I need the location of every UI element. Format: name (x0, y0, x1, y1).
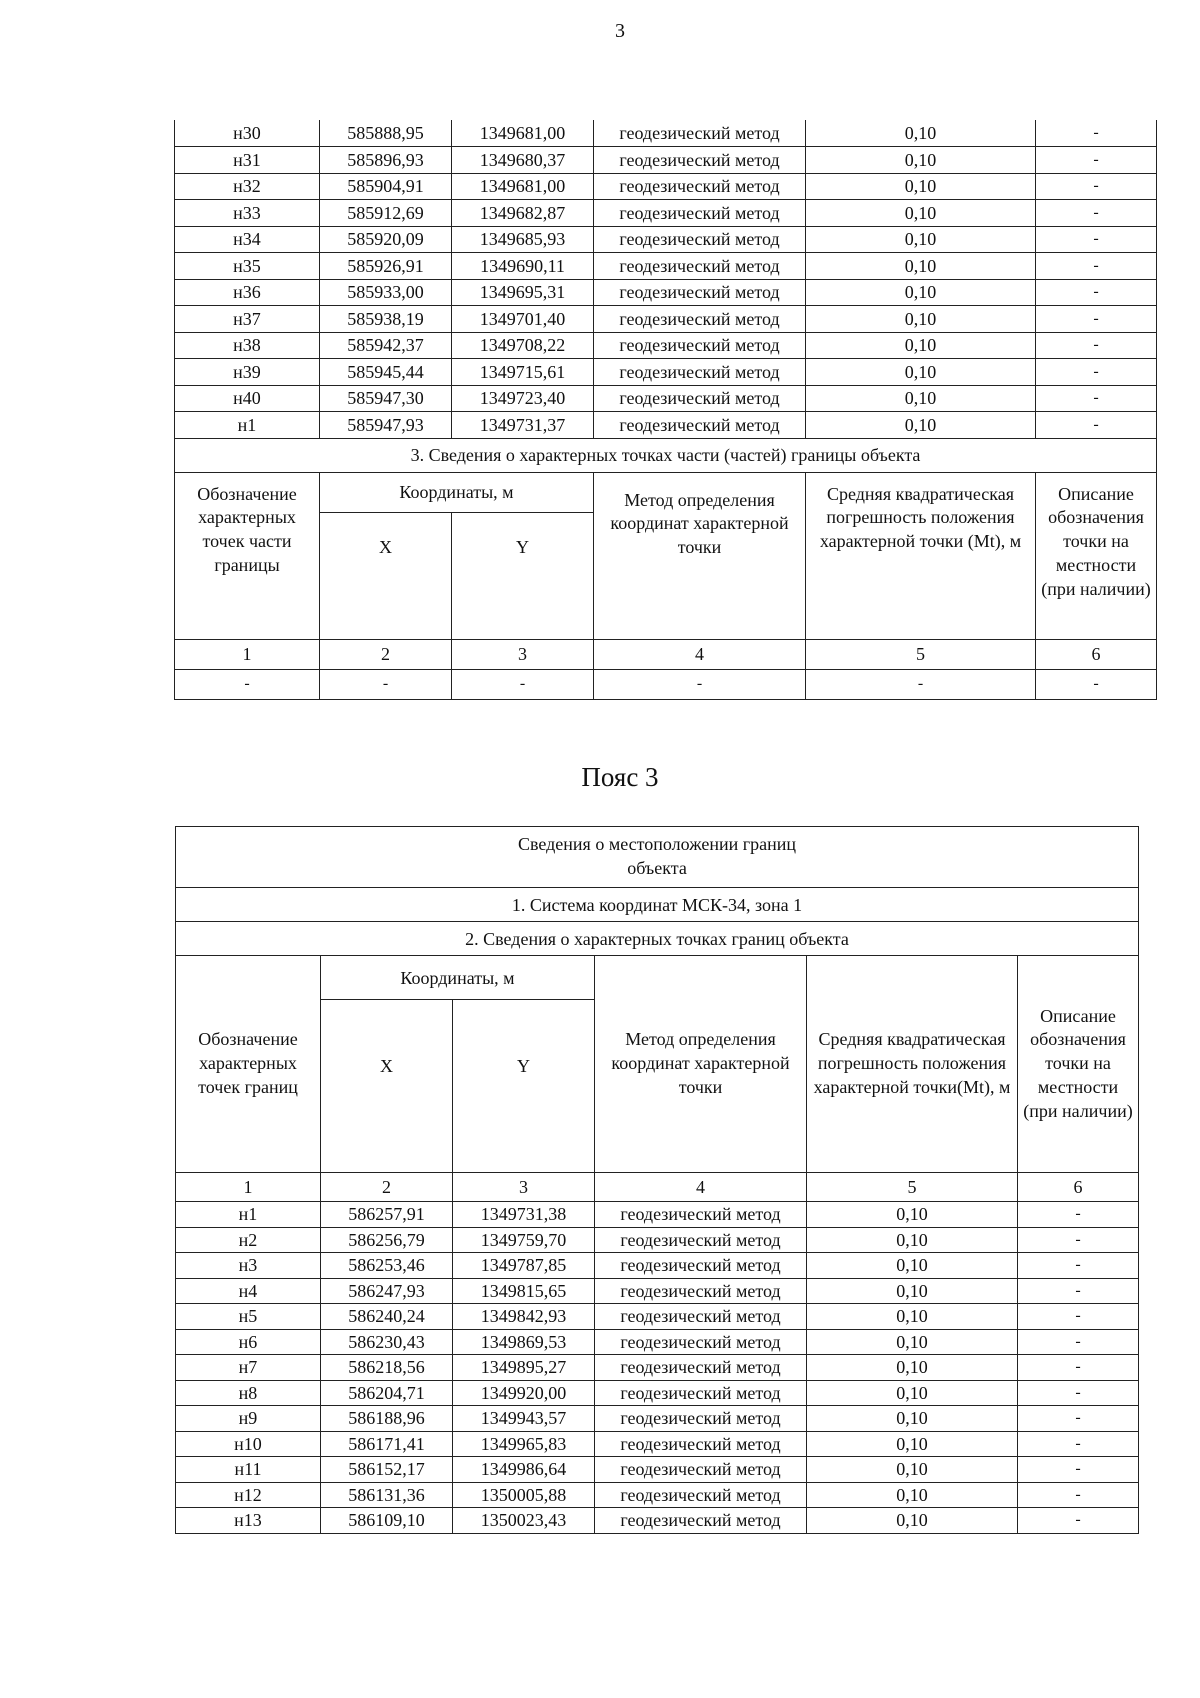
belt-heading: Пояс 3 (581, 762, 659, 792)
table-cell: - (1036, 412, 1157, 439)
table-cell: 586230,43 (321, 1329, 453, 1355)
table-cell: н37 (175, 306, 320, 333)
column-number: 4 (595, 1173, 807, 1202)
table-cell: геодезический метод (595, 1482, 807, 1508)
section3-column-number: 2 (320, 639, 452, 669)
table-cell: геодезический метод (594, 253, 806, 280)
table-cell: 0,10 (806, 306, 1036, 333)
table-cell: 1349681,00 (452, 120, 594, 147)
table-cell: н33 (175, 200, 320, 227)
table-cell: 585896,93 (320, 147, 452, 174)
column-number: 2 (321, 1173, 453, 1202)
table-row (176, 1253, 1139, 1279)
table-cell: 0,10 (806, 385, 1036, 412)
table-row (175, 253, 1157, 280)
table-row (176, 1457, 1139, 1483)
table-cell: 585947,30 (320, 385, 452, 412)
section3-column-number: 1 (175, 639, 320, 669)
table-cell: 1349731,38 (453, 1202, 595, 1228)
table-cell: 1349759,70 (453, 1227, 595, 1253)
table-cell: - (1018, 1329, 1139, 1355)
table-cell: 0,10 (806, 412, 1036, 439)
table-cell: н11 (176, 1457, 321, 1483)
table-row (176, 1355, 1139, 1381)
table-cell: 0,10 (806, 332, 1036, 359)
table-cell: 0,10 (807, 1278, 1018, 1304)
table-cell: геодезический метод (594, 120, 806, 147)
table-row (175, 412, 1157, 439)
table-cell: - (1018, 1355, 1139, 1381)
table-cell: 0,10 (807, 1380, 1018, 1406)
table-cell: 1349986,64 (453, 1457, 595, 1483)
section3-designation-header: Обозначение характерных точек части границы (175, 472, 320, 639)
table-row (176, 1431, 1139, 1457)
table-cell: - (1018, 1508, 1139, 1534)
section3-empty-cell: - (594, 669, 806, 699)
table-cell: 585933,00 (320, 279, 452, 306)
table-cell: н7 (176, 1355, 321, 1381)
table-cell: геодезический метод (594, 412, 806, 439)
section3-column-numbers (175, 639, 1157, 669)
table-row (175, 306, 1157, 333)
table-cell: 0,10 (806, 200, 1036, 227)
table-row (175, 226, 1157, 253)
table-cell: н1 (175, 412, 320, 439)
table-cell: 1349708,22 (452, 332, 594, 359)
table-cell: 1349723,40 (452, 385, 594, 412)
table-cell: геодезический метод (594, 332, 806, 359)
table-cell: н40 (175, 385, 320, 412)
table-row (175, 147, 1157, 174)
section3-empty-row (175, 669, 1157, 699)
table-row (176, 1380, 1139, 1406)
table-row (175, 385, 1157, 412)
table-row (175, 332, 1157, 359)
table-cell: - (1018, 1202, 1139, 1228)
table-row (175, 359, 1157, 386)
table-cell: - (1036, 120, 1157, 147)
table-cell: н8 (176, 1380, 321, 1406)
table-cell: 585947,93 (320, 412, 452, 439)
x-header: X (321, 1000, 453, 1173)
table-cell: н34 (175, 226, 320, 253)
column-number: 1 (176, 1173, 321, 1202)
section2-title: 2. Сведения о характерных точках границ объекта (176, 922, 1139, 956)
table-cell: геодезический метод (595, 1227, 807, 1253)
table-cell: 0,10 (807, 1304, 1018, 1330)
table-cell: 0,10 (807, 1355, 1018, 1381)
table-cell: 585920,09 (320, 226, 452, 253)
table-cell: н35 (175, 253, 320, 280)
table-cell: геодезический метод (595, 1304, 807, 1330)
table-cell: - (1018, 1380, 1139, 1406)
table-cell: н5 (176, 1304, 321, 1330)
table-cell: н12 (176, 1482, 321, 1508)
section3-y-header: Y (452, 512, 594, 639)
table-cell: - (1036, 253, 1157, 280)
table-cell: - (1018, 1278, 1139, 1304)
table-cell: геодезический метод (595, 1380, 807, 1406)
table-cell: 585888,95 (320, 120, 452, 147)
table-cell: 0,10 (807, 1406, 1018, 1432)
column-numbers (176, 1173, 1139, 1202)
table-cell: 1350023,43 (453, 1508, 595, 1534)
section3-column-number: 4 (594, 639, 806, 669)
table-cell: - (1036, 332, 1157, 359)
section3-column-number: 6 (1036, 639, 1157, 669)
table-cell: геодезический метод (594, 385, 806, 412)
table-cell: - (1018, 1253, 1139, 1279)
table-cell: 0,10 (806, 120, 1036, 147)
belt3-points-table (175, 826, 1139, 1534)
table-cell: 1349731,37 (452, 412, 594, 439)
table-cell: - (1036, 359, 1157, 386)
table-cell: 1349787,85 (453, 1253, 595, 1279)
table-cell: н32 (175, 173, 320, 200)
table-cell: геодезический метод (595, 1431, 807, 1457)
designation-header: Обозначение характерных точек границ (176, 956, 321, 1173)
table-cell: 1349895,27 (453, 1355, 595, 1381)
table-cell: 0,10 (806, 279, 1036, 306)
table-cell: 0,10 (806, 253, 1036, 280)
table-cell: 1349685,93 (452, 226, 594, 253)
section3-coords-header: Координаты, м (320, 472, 594, 512)
table-cell: 1349943,57 (453, 1406, 595, 1432)
table-row (175, 200, 1157, 227)
table-cell: 1349869,53 (453, 1329, 595, 1355)
table-cell: геодезический метод (594, 359, 806, 386)
section3-empty-cell: - (1036, 669, 1157, 699)
table-cell: - (1036, 200, 1157, 227)
table-row (176, 1482, 1139, 1508)
section3-error-header: Средняя квадратическая погрешность положения характерной точки (Mt), м (806, 472, 1036, 639)
table-cell: 586109,10 (321, 1508, 453, 1534)
table-cell: 0,10 (807, 1202, 1018, 1228)
continuation-points-body (175, 120, 1157, 438)
table-cell: геодезический метод (595, 1508, 807, 1534)
table-cell: - (1018, 1406, 1139, 1432)
table-cell: геодезический метод (594, 173, 806, 200)
column-number: 5 (807, 1173, 1018, 1202)
table-cell: геодезический метод (594, 200, 806, 227)
table-cell: геодезический метод (594, 306, 806, 333)
table-cell: - (1036, 226, 1157, 253)
section3-column-number: 5 (806, 639, 1036, 669)
table-cell: н31 (175, 147, 320, 174)
table-row (176, 1202, 1139, 1228)
table-cell: геодезический метод (595, 1202, 807, 1228)
table-cell: 0,10 (807, 1457, 1018, 1483)
table-cell: 586256,79 (321, 1227, 453, 1253)
belt3-points-body (176, 1202, 1139, 1534)
table-cell: 585904,91 (320, 173, 452, 200)
table-cell: н39 (175, 359, 320, 386)
table-cell: н38 (175, 332, 320, 359)
table-cell: - (1018, 1431, 1139, 1457)
belt3-header-block (176, 827, 1139, 1202)
table-row (175, 173, 1157, 200)
table-cell: 585912,69 (320, 200, 452, 227)
table-cell: 586247,93 (321, 1278, 453, 1304)
section3-description-header: Описание обозначения точки на местности (при наличии) (1036, 472, 1157, 639)
table-cell: - (1036, 279, 1157, 306)
table-cell: 1349842,93 (453, 1304, 595, 1330)
section3-empty-cell: - (806, 669, 1036, 699)
coords-header: Координаты, м (321, 956, 595, 1000)
table-cell: - (1018, 1227, 1139, 1253)
table-cell: 586171,41 (321, 1431, 453, 1457)
section3-method-header: Метод определения координат характерной точки (594, 472, 806, 639)
section3-empty-cell: - (320, 669, 452, 699)
table-cell: н3 (176, 1253, 321, 1279)
table-cell: н36 (175, 279, 320, 306)
table-cell: 0,10 (806, 173, 1036, 200)
table-cell: геодезический метод (595, 1329, 807, 1355)
table-cell: н13 (176, 1508, 321, 1534)
table-cell: 1349701,40 (452, 306, 594, 333)
method-header: Метод определения координат характерной точки (595, 956, 807, 1173)
section3-title: 3. Сведения о характерных точках части (частей) границы объекта (175, 438, 1157, 472)
table-cell: 586218,56 (321, 1355, 453, 1381)
table-cell: 586240,24 (321, 1304, 453, 1330)
table-row (176, 1304, 1139, 1330)
column-number: 3 (453, 1173, 595, 1202)
table-cell: геодезический метод (595, 1253, 807, 1279)
table-cell: 1349815,65 (453, 1278, 595, 1304)
table-cell: 0,10 (807, 1329, 1018, 1355)
table-cell: 0,10 (807, 1431, 1018, 1457)
table-cell: 1349920,00 (453, 1380, 595, 1406)
table-cell: геодезический метод (595, 1457, 807, 1483)
table-cell: геодезический метод (595, 1355, 807, 1381)
table-cell: 0,10 (807, 1508, 1018, 1534)
table-cell: - (1036, 147, 1157, 174)
section3-empty-cell: - (175, 669, 320, 699)
table-cell: 1349965,83 (453, 1431, 595, 1457)
table-cell: - (1018, 1457, 1139, 1483)
section3-block (175, 438, 1157, 699)
table-cell: н10 (176, 1431, 321, 1457)
table-cell: 586152,17 (321, 1457, 453, 1483)
table-cell: 585938,19 (320, 306, 452, 333)
table-cell: 1349681,00 (452, 173, 594, 200)
table-cell: геодезический метод (594, 147, 806, 174)
table-cell: 0,10 (806, 147, 1036, 174)
table-cell: н4 (176, 1278, 321, 1304)
column-number: 6 (1018, 1173, 1139, 1202)
table-cell: 1349682,87 (452, 200, 594, 227)
table-row (176, 1406, 1139, 1432)
table-cell: н9 (176, 1406, 321, 1432)
table-cell: геодезический метод (594, 279, 806, 306)
table-cell: 1349690,11 (452, 253, 594, 280)
table-cell: 0,10 (807, 1482, 1018, 1508)
table-cell: - (1018, 1482, 1139, 1508)
table-cell: н6 (176, 1329, 321, 1355)
coordinate-system: 1. Система координат МСК-34, зона 1 (176, 888, 1139, 922)
page-number: 3 (615, 20, 625, 42)
table-cell: 0,10 (806, 226, 1036, 253)
table-cell: 1349695,31 (452, 279, 594, 306)
table-cell: 0,10 (807, 1253, 1018, 1279)
table-row (175, 120, 1157, 147)
table-cell: геодезический метод (595, 1278, 807, 1304)
table-cell: - (1036, 306, 1157, 333)
y-header: Y (453, 1000, 595, 1173)
continuation-points-table (174, 120, 1157, 700)
table-cell: н1 (176, 1202, 321, 1228)
table-cell: 586188,96 (321, 1406, 453, 1432)
table-cell: 1349680,37 (452, 147, 594, 174)
table-cell: 1350005,88 (453, 1482, 595, 1508)
table-cell: н30 (175, 120, 320, 147)
error-header: Средняя квадратическая погрешность положения характерной точки(Mt), м (807, 956, 1018, 1173)
table-row (176, 1329, 1139, 1355)
section3-x-header: X (320, 512, 452, 639)
section3-empty-cell: - (452, 669, 594, 699)
table-cell: 585942,37 (320, 332, 452, 359)
table-cell: 586257,91 (321, 1202, 453, 1228)
table-cell: 0,10 (807, 1227, 1018, 1253)
table-cell: геодезический метод (594, 226, 806, 253)
table-cell: 1349715,61 (452, 359, 594, 386)
table-row (175, 279, 1157, 306)
table-row (176, 1227, 1139, 1253)
section3-column-number: 3 (452, 639, 594, 669)
table-cell: 585945,44 (320, 359, 452, 386)
table-cell: 585926,91 (320, 253, 452, 280)
belt3-table-title: Сведения о местоположении границ объекта (176, 827, 1139, 888)
table-cell: 0,10 (806, 359, 1036, 386)
table-cell: - (1018, 1304, 1139, 1330)
table-cell: 586131,36 (321, 1482, 453, 1508)
table-cell: - (1036, 173, 1157, 200)
table-cell: геодезический метод (595, 1406, 807, 1432)
table-row (176, 1278, 1139, 1304)
table-cell: 586204,71 (321, 1380, 453, 1406)
table-cell: 586253,46 (321, 1253, 453, 1279)
table-row (176, 1508, 1139, 1534)
table-cell: н2 (176, 1227, 321, 1253)
description-header: Описание обозначения точки на местности (при наличии) (1018, 956, 1139, 1173)
table-cell: - (1036, 385, 1157, 412)
